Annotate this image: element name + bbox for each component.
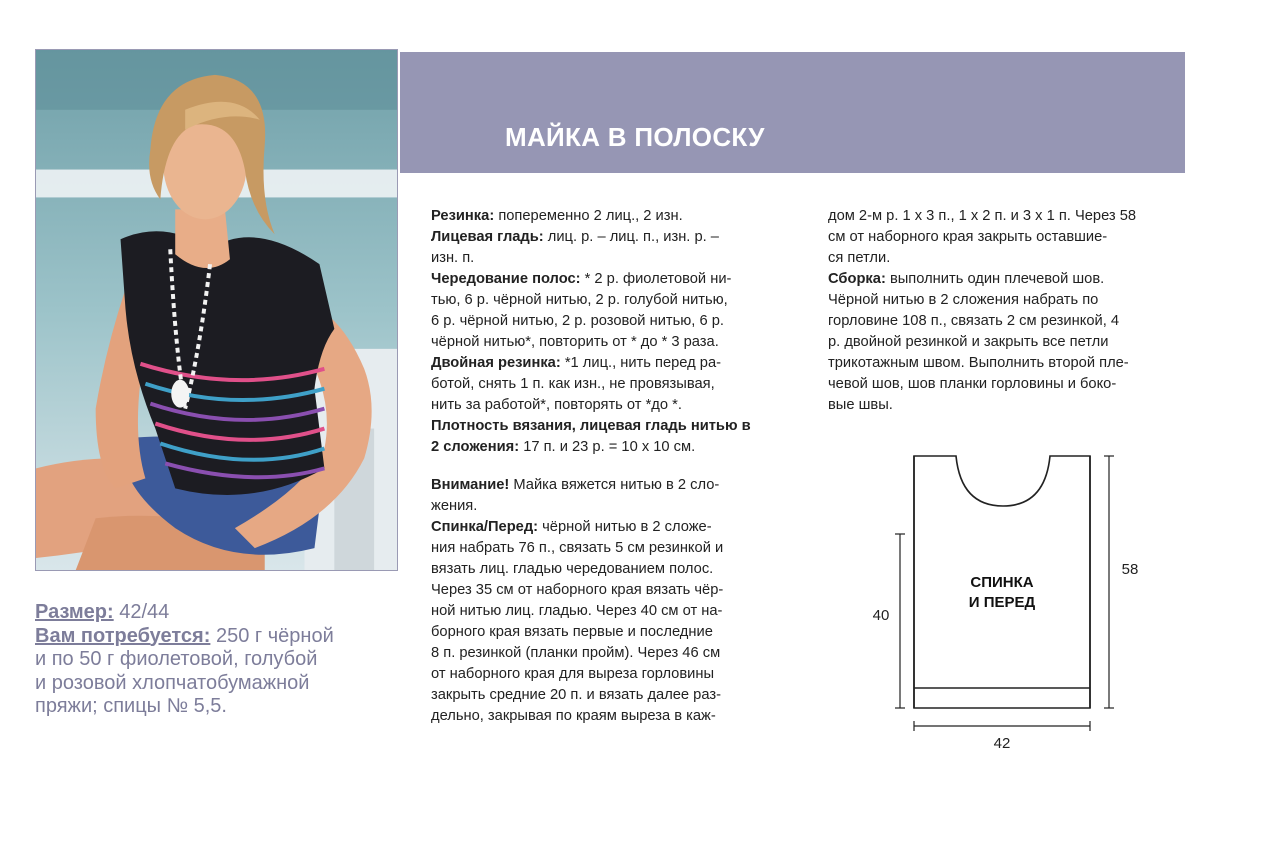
- materials-line: [35, 625, 395, 649]
- title-band: [400, 52, 1185, 173]
- assembly-line: чевой шов, шов планки горловины и боко-: [828, 376, 1117, 392]
- attention-text-1: Майка вяжется нитью в 2 сло-: [513, 477, 720, 493]
- stripes-text-4: чёрной нитью*, повторить от * до * 3 раза.: [431, 334, 719, 350]
- instructions-column-1: [431, 206, 799, 727]
- assembly-line: трикотажным швом. Выполнить второй пле-: [828, 355, 1129, 371]
- continuation-line: дом 2-м р. 1 х 3 п., 1 х 2 п. и 3 х 1 п. Через 58: [828, 208, 1137, 224]
- back-front-line: закрыть средние 20 п. и вязать далее раз-: [431, 687, 721, 703]
- back-front-line: борного края вязать первые и последние: [431, 624, 713, 640]
- stockinette-text-end: изн. п.: [431, 250, 475, 266]
- stripes-paragraph: [431, 269, 799, 353]
- attention-label: Внимание!: [431, 477, 510, 493]
- double-rib-text-1: *1 лиц., нить перед ра-: [564, 355, 722, 371]
- continuation-line: ся петли.: [828, 250, 891, 266]
- back-front-line: 8 п. резинкой (планки пройм). Через 46 см: [431, 645, 721, 661]
- rib-text: попеременно 2 лиц., 2 изн.: [498, 208, 683, 224]
- stockinette-text: лиц. р. – лиц. п., изн. р. –: [547, 229, 719, 245]
- back-front-line: ния набрать 76 п., связать 5 см резинкой и: [431, 540, 724, 556]
- assembly-line: р. двойной резинкой и закрыть все петли: [828, 334, 1109, 350]
- assembly-line: вые швы.: [828, 397, 893, 413]
- gauge-label-2: 2 сложения:: [431, 439, 520, 455]
- diagram-label-2: И ПЕРЕД: [968, 594, 1036, 611]
- assembly-line: Чёрной нитью в 2 сложения набрать по: [828, 292, 1099, 308]
- gauge-label-1: Плотность вязания, лицевая гладь нитью в: [431, 418, 751, 434]
- attention-text-2: жения.: [431, 498, 478, 514]
- back-front-label: Спинка/Перед:: [431, 519, 539, 535]
- materials-text-2: и по 50 г фиолетовой, голубой: [35, 648, 318, 670]
- diagram-label-1: СПИНКА: [970, 574, 1034, 591]
- dim-height-left: 40: [872, 607, 890, 624]
- continuation-paragraph: [828, 206, 1188, 269]
- rib-label: Резинка:: [431, 208, 495, 224]
- size-value: 42/44: [119, 601, 170, 623]
- attention-paragraph: [431, 475, 799, 517]
- size-label: Размер:: [35, 601, 114, 623]
- continuation-line: см от наборного края закрыть оставшие-: [828, 229, 1108, 245]
- double-rib-label: Двойная резинка:: [431, 355, 561, 371]
- double-rib-text-3: нить за работой*, повторять от *до *.: [431, 397, 682, 413]
- assembly-line: горловине 108 п., связать 2 см резинкой, 4: [828, 313, 1120, 329]
- materials-label: Вам потребуется:: [35, 624, 211, 647]
- rib-paragraph: [431, 206, 799, 227]
- back-front-line: Через 35 см от наборного края вязать чёр-: [431, 582, 724, 598]
- photo-illustration: [36, 50, 397, 570]
- stockinette-label: Лицевая гладь:: [431, 229, 544, 245]
- stripes-text-3: 6 р. чёрной нитью, 2 р. розовой нитью, 6 р.: [431, 313, 724, 329]
- back-front-line: дельно, закрывая по краям выреза в каж-: [431, 708, 716, 724]
- page-title: МАЙКА В ПОЛОСКУ: [505, 122, 765, 152]
- materials-text-3: и розовой хлопчатобумажной: [35, 671, 310, 694]
- dim-width: 42: [993, 735, 1011, 752]
- stripes-label: Чередование полос:: [431, 271, 581, 287]
- back-front-line: чёрной нитью в 2 сложе-: [542, 519, 712, 535]
- stripes-text-2: тью, 6 р. чёрной нитью, 2 р. голубой нитью,: [431, 292, 728, 308]
- size-line: [35, 601, 395, 625]
- double-rib-paragraph: [431, 353, 799, 416]
- back-front-line: ной нитью лиц. гладью. Через 40 см от на-: [431, 603, 723, 619]
- assembly-paragraph: [828, 269, 1188, 416]
- pattern-diagram: [868, 450, 1148, 760]
- materials-info: [35, 601, 395, 719]
- model-photo: [35, 49, 398, 571]
- gauge-paragraph: [431, 416, 799, 458]
- back-front-line: от наборного края для выреза горловины: [431, 666, 715, 682]
- materials-text-1: 250 г чёрной: [215, 624, 334, 647]
- pattern-diagram-svg: [868, 450, 1148, 760]
- back-front-paragraph: [431, 517, 799, 727]
- back-front-line: вязать лиц. гладью чередованием полос.: [431, 561, 714, 577]
- gauge-text: 17 п. и 23 р. = 10 х 10 см.: [523, 439, 696, 455]
- assembly-line: выполнить один плечевой шов.: [889, 271, 1105, 287]
- stripes-text-1: * 2 р. фиолетовой ни-: [584, 271, 732, 287]
- materials-text-4: пряжи; спицы № 5,5.: [35, 695, 227, 717]
- stockinette-paragraph: [431, 227, 799, 269]
- dim-height-right: 58: [1121, 561, 1139, 578]
- assembly-label: Сборка:: [828, 271, 886, 287]
- double-rib-text-2: ботой, снять 1 п. как изн., не провязывая,: [431, 376, 715, 392]
- instructions-column-2: [828, 206, 1188, 416]
